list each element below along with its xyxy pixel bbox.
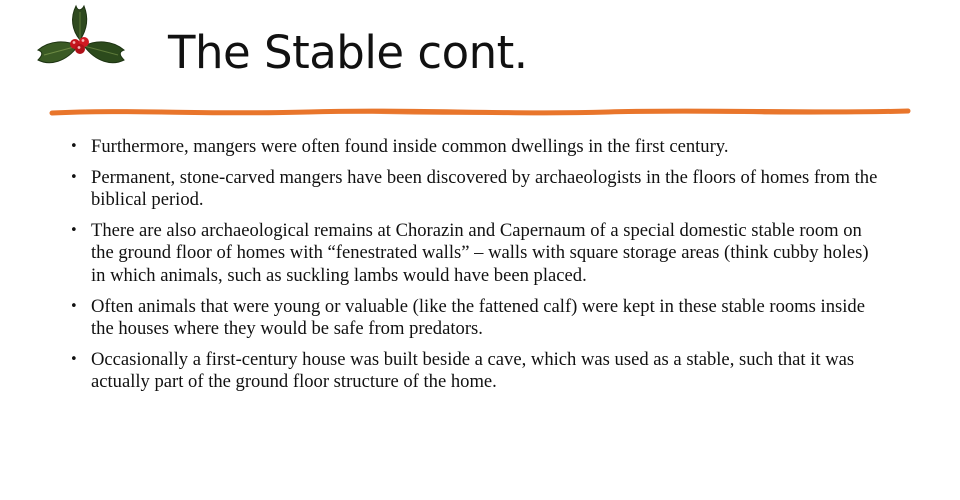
bullet-marker: • xyxy=(70,139,78,154)
bullet-text: Permanent, stone-carved mangers have been discovered by archaeologists in the floors of homes from the biblical period. xyxy=(91,166,878,211)
bullet-text: Often animals that were young or valuable (like the fattened calf) were kept in these stable rooms inside the houses where they would be safe from predators. xyxy=(91,295,865,340)
holly-icon xyxy=(26,0,134,82)
list-item xyxy=(70,349,880,394)
bullet-marker: • xyxy=(70,222,78,238)
list-item xyxy=(70,220,880,288)
title-divider xyxy=(48,104,912,120)
list-item xyxy=(70,296,880,341)
list-item xyxy=(70,136,880,159)
bullet-list xyxy=(70,136,880,402)
slide-title: The Stable cont. xyxy=(168,26,528,79)
bullet-text: Furthermore, mangers were often found inside common dwellings in the first century. xyxy=(91,136,729,157)
bullet-marker: • xyxy=(70,351,78,367)
list-item xyxy=(70,167,880,212)
bullet-text: Occasionally a first-century house was built beside a cave, which was used as a stable, such that it was actually part of the ground floor structure of the home. xyxy=(91,348,855,393)
bullet-marker: • xyxy=(70,169,78,185)
bullet-text: There are also archaeological remains at Chorazin and Capernaum of a special domestic stable room on the ground floor of homes with “fenestrated walls” – walls with square storage areas (think cubby holes) in which animals, such as suckling lambs would have been placed. xyxy=(91,219,869,286)
bullet-marker: • xyxy=(70,298,78,314)
